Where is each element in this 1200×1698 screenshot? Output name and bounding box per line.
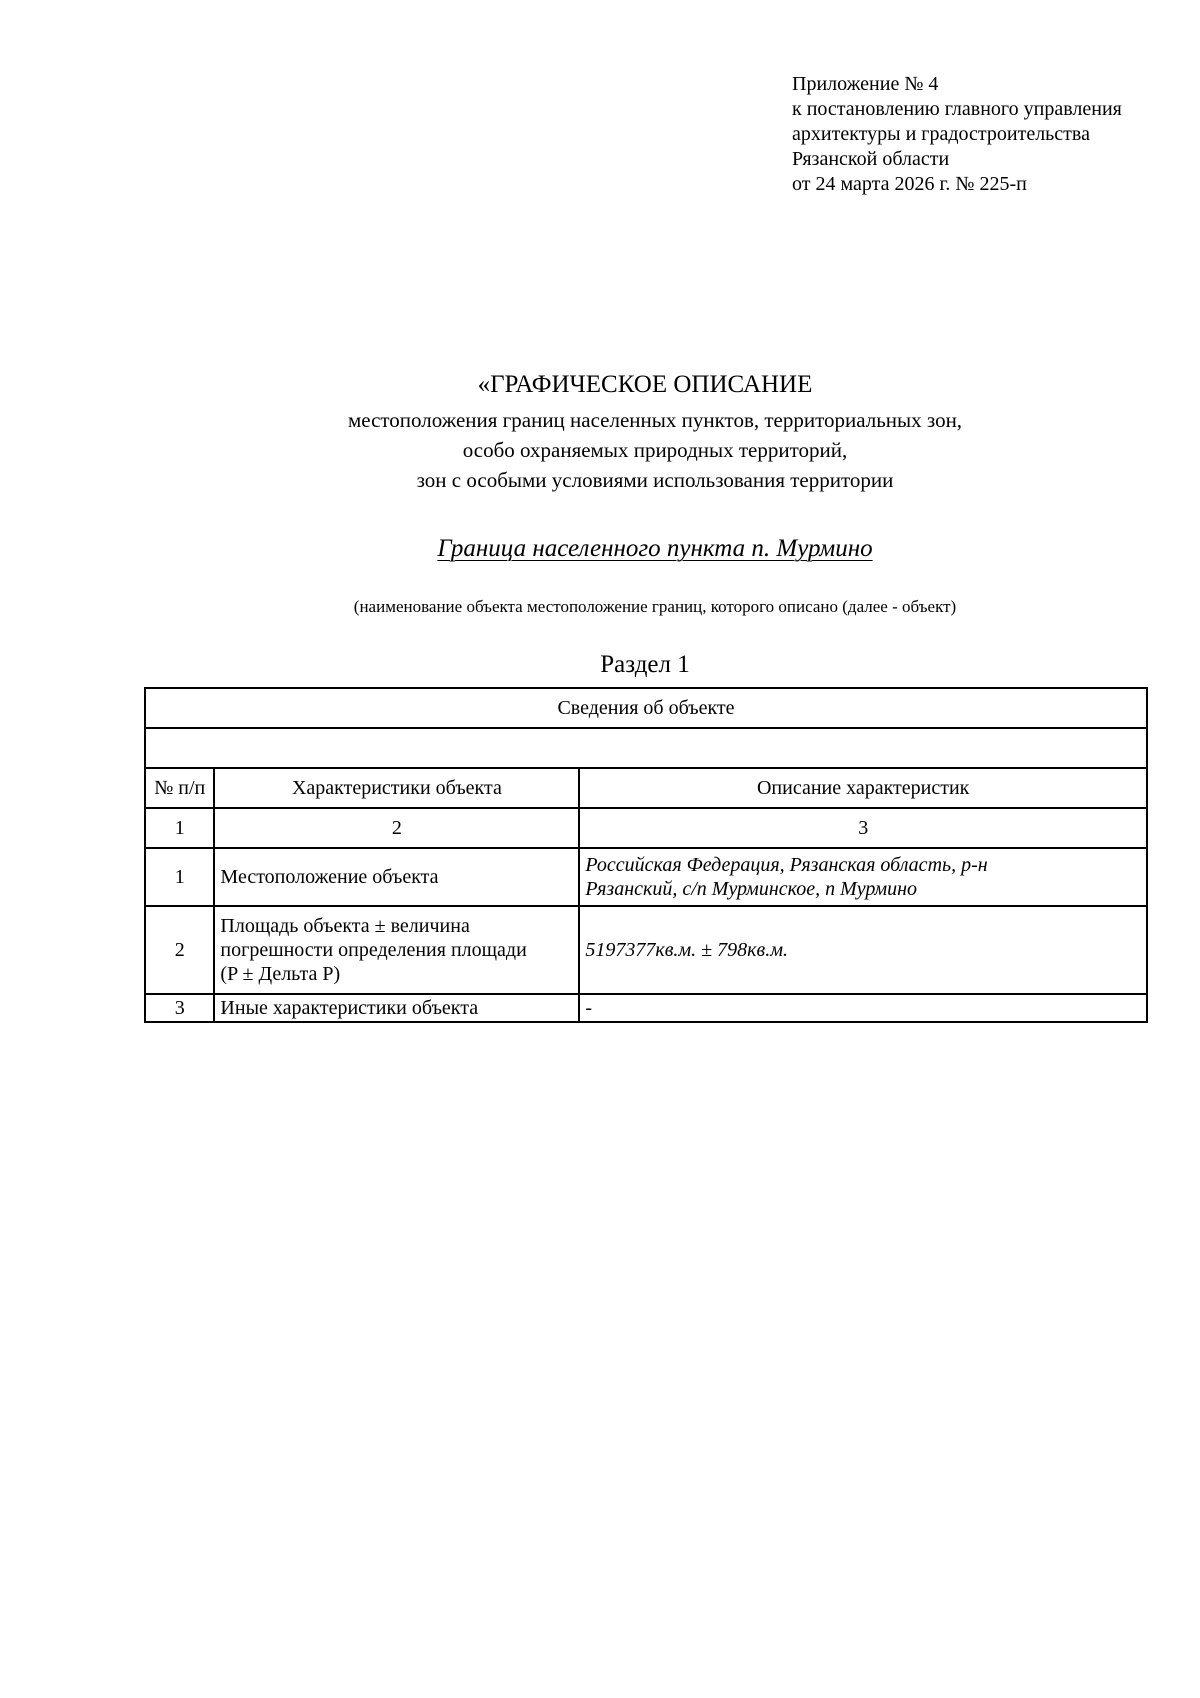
characteristic-line: Площадь объекта ± величина (220, 915, 470, 937)
table-column-number-row (145, 808, 1147, 848)
document-title: «ГРАФИЧЕСКОЕ ОПИСАНИЕ (477, 371, 813, 398)
subtitle-line: местоположения границ населенных пунктов, территориальных зон, (347, 408, 963, 432)
row-characteristic: Иные характеристики объекта (214, 994, 579, 1022)
section-title: Раздел 1 (600, 651, 690, 678)
description-line: Рязанский, с/п Мурминское, п Мурмино (585, 878, 918, 900)
row-characteristic: Местоположение объекта (214, 848, 579, 906)
appendix-line: архитектуры и градостроительства (792, 123, 1090, 145)
column-number: 1 (145, 808, 214, 848)
table-header-row (145, 688, 1147, 728)
row-description: - (579, 994, 1147, 1022)
row-number: 1 (145, 848, 214, 906)
row-characteristic (214, 906, 579, 994)
row-description: 5197377кв.м. ± 798кв.м. (579, 906, 1147, 994)
row-number: 2 (145, 906, 214, 994)
column-number: 3 (579, 808, 1147, 848)
appendix-line: от 24 марта 2026 г. № 225-п (792, 173, 1027, 195)
appendix-line: Приложение № 4 (792, 73, 939, 95)
subtitle-line: особо охраняемых природных территорий, (462, 438, 848, 462)
table-row (145, 994, 1147, 1022)
document-subtitle (0, 405, 1200, 495)
row-number: 3 (145, 994, 214, 1022)
column-header-number: № п/п (145, 768, 214, 808)
column-number: 2 (214, 808, 579, 848)
characteristic-line: погрешности определения площади (220, 939, 527, 961)
column-header-characteristic: Характеристики объекта (214, 768, 579, 808)
object-name-text: Граница населенного пункта п. Мурмино (437, 535, 873, 562)
table-header: Сведения об объекте (145, 688, 1147, 728)
table-column-header-row (145, 768, 1147, 808)
object-info-table (144, 687, 1148, 1023)
appendix-line: Рязанской области (792, 148, 950, 170)
appendix-line: к постановлению главного управления (792, 98, 1122, 120)
description-line: Российская Федерация, Рязанская область, р-н (585, 854, 988, 876)
table-empty-cell (145, 728, 1147, 768)
object-name (0, 534, 1200, 564)
subtitle-line: зон с особыми условиями использования территории (416, 468, 894, 492)
table-empty-row (145, 728, 1147, 768)
column-header-description: Описание характеристик (579, 768, 1147, 808)
characteristic-line: (P ± Дельта P) (220, 963, 341, 985)
table-row (145, 906, 1147, 994)
table-row (145, 848, 1147, 906)
appendix-header (792, 72, 1122, 197)
row-description (579, 848, 1147, 906)
object-caption: (наименование объекта местоположение границ, которого описано (далее - объект) (353, 597, 957, 616)
